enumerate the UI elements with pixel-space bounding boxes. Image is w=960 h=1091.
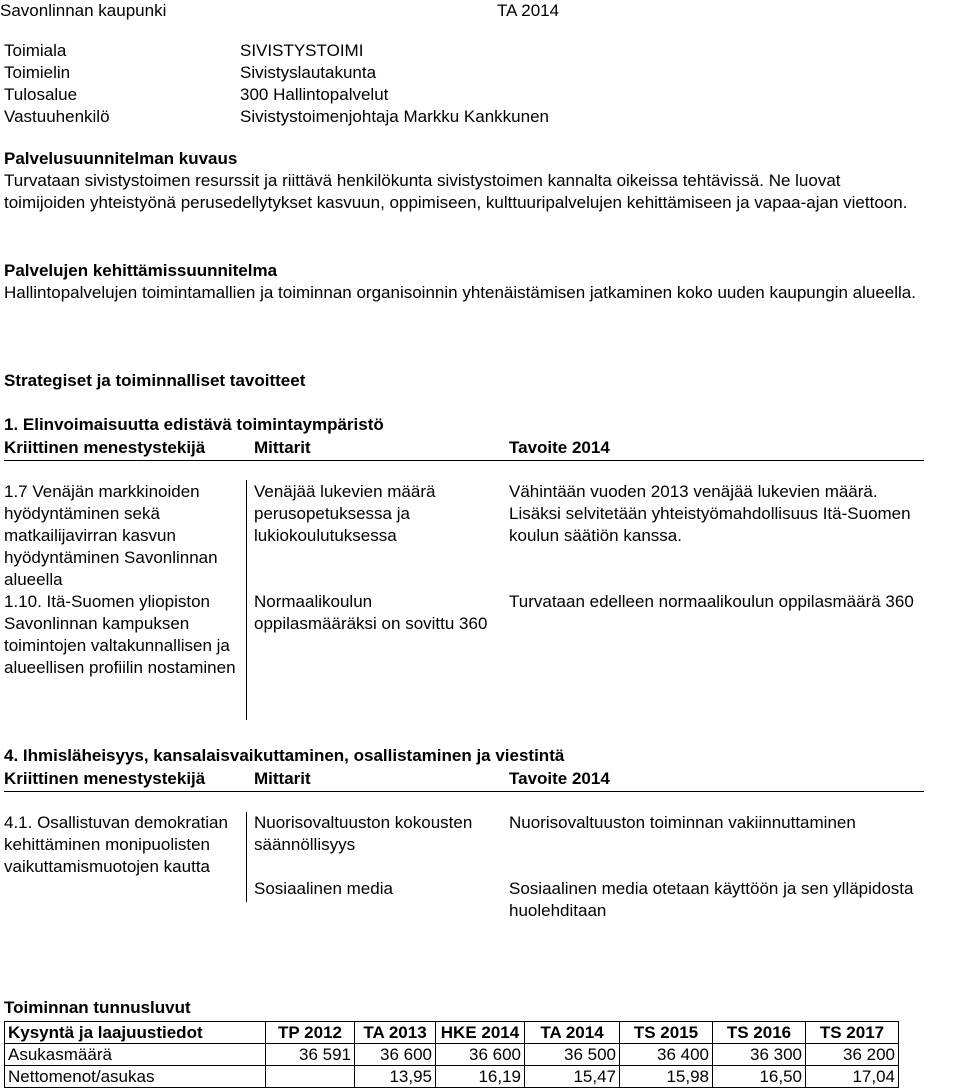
- metric-cell: Sosiaalinen media: [254, 879, 393, 898]
- column-divider: [246, 812, 247, 902]
- metric-cell: Venäjää lukevien määrä perusopetuksessa ja lukiokoulutuksessa: [254, 482, 436, 545]
- header-cell: TP 2012: [266, 1022, 355, 1044]
- critical-factor-cell: 4.1. Osallistuvan demokratian kehittäminen monipuolisten vaikuttamismuotojen kautta: [4, 813, 228, 876]
- info-key: Toimiala: [4, 41, 67, 60]
- target-cell: Sosiaalinen media otetaan käyttöön ja sen ylläpidosta huolehditaan: [509, 879, 914, 920]
- critical-factor-cell: 1.7 Venäjän markkinoiden hyödyntäminen sekä matkailijavirran kasvun hyödyntäminen Savonlinnan alueella: [4, 482, 218, 589]
- page-header: [0, 0, 960, 22]
- organization-name: Savonlinnan kaupunki: [0, 1, 167, 20]
- header-cell: Kysyntä ja laajuustiedot: [5, 1022, 266, 1044]
- column-header-critical-factor: Kriittinen menestystekijä: [4, 769, 206, 788]
- column-header-row: [4, 767, 924, 792]
- goal-title: 1. Elinvoimaisuutta edistävä toimintaympäristö: [4, 415, 384, 434]
- key-figures-table: [4, 1021, 899, 1088]
- section-heading: Strategiset ja toiminnalliset tavoitteet: [4, 371, 306, 390]
- section-heading: Palvelusuunnitelman kuvaus: [4, 149, 238, 168]
- service-description: [4, 148, 920, 214]
- row-label: Asukasmäärä: [5, 1044, 266, 1066]
- column-header-critical-factor: Kriittinen menestystekijä: [4, 438, 206, 457]
- value-cell: 36 300: [713, 1044, 806, 1066]
- table-row: [5, 1066, 899, 1088]
- value-cell: 36 400: [620, 1044, 713, 1066]
- goal-1-section: [4, 414, 924, 723]
- value-cell: 17,04: [806, 1066, 899, 1088]
- row-label: Nettomenot/asukas: [5, 1066, 266, 1088]
- budget-year: TA 2014: [497, 1, 560, 20]
- header-cell: TA 2013: [355, 1022, 436, 1044]
- table-row: [4, 591, 924, 723]
- info-value: Sivistystoimenjohtaja Markku Kankkunen: [240, 107, 549, 126]
- target-cell: Turvataan edelleen normaalikoulun oppilasmäärä 360: [509, 592, 914, 611]
- strategic-heading: [4, 370, 920, 392]
- header-cell: TS 2016: [713, 1022, 806, 1044]
- info-value: 300 Hallintopalvelut: [240, 85, 389, 104]
- development-plan: [4, 260, 920, 304]
- header-cell: TS 2015: [620, 1022, 713, 1044]
- table-row: [4, 812, 924, 922]
- column-header-target: Tavoite 2014: [509, 769, 610, 788]
- table-row: [5, 1044, 899, 1066]
- value-cell: 15,98: [620, 1066, 713, 1088]
- info-key: Vastuuhenkilö: [4, 107, 110, 126]
- value-cell: 36 600: [436, 1044, 525, 1066]
- target-cell: Vähintään vuoden 2013 venäjää lukevien määrä. Lisäksi selvitetään yhteistyömahdollisuus Itä-Suomen koulun säätiön kanssa.: [509, 482, 911, 545]
- column-header-metrics: Mittarit: [254, 769, 311, 788]
- column-divider: [246, 480, 247, 720]
- column-header-target: Tavoite 2014: [509, 438, 610, 457]
- info-key: Tulosalue: [4, 85, 78, 104]
- value-cell: 16,50: [713, 1066, 806, 1088]
- column-header-metrics: Mittarit: [254, 438, 311, 457]
- section-text: Hallintopalvelujen toimintamallien ja toiminnan organisoinnin yhtenäistämisen jatkaminen koko uuden kaupungin alueella.: [4, 283, 916, 302]
- target-cell: Nuorisovaltuuston toiminnan vakiinnuttaminen: [509, 813, 856, 832]
- value-cell: 15,47: [525, 1066, 620, 1088]
- header-cell: TA 2014: [525, 1022, 620, 1044]
- value-cell: 16,19: [436, 1066, 525, 1088]
- table-header-row: [5, 1022, 899, 1044]
- key-figures-heading-block: [4, 997, 920, 1019]
- value-cell: 13,95: [355, 1066, 436, 1088]
- goal-4-section: [4, 745, 924, 922]
- section-heading: Palvelujen kehittämissuunnitelma: [4, 261, 278, 280]
- metric-cell: Nuorisovaltuuston kokousten säännöllisyys: [254, 813, 473, 854]
- info-value: SIVISTYSTOIMI: [240, 41, 364, 60]
- info-key: Toimielin: [4, 63, 71, 82]
- section-text: Turvataan sivistystoimen resurssit ja riittävä henkilökunta sivistystoimen kannalta oikeissa tehtävissä. Ne luovat toimijoiden yhteistyönä perusedellytykset kasvuun, oppimiseen, kulttuuripalvelujen kehittämiseen ja vapaa-ajan viettoon.: [4, 171, 908, 212]
- value-cell: 36 500: [525, 1044, 620, 1066]
- metric-cell: Normaalikoulun oppilasmääräksi on sovittu 360: [254, 592, 488, 633]
- section-heading: Toiminnan tunnusluvut: [4, 998, 191, 1017]
- header-cell: HKE 2014: [436, 1022, 525, 1044]
- critical-factor-cell: 1.10. Itä-Suomen yliopiston Savonlinnan kampuksen toimintojen valtakunnallisen ja alueellisen profiilin nostaminen: [4, 592, 236, 677]
- value-cell: [266, 1066, 355, 1088]
- value-cell: 36 200: [806, 1044, 899, 1066]
- goal-title: 4. Ihmisläheisyys, kansalaisvaikuttaminen, osallistaminen ja viestintä: [4, 746, 565, 765]
- value-cell: 36 591: [266, 1044, 355, 1066]
- value-cell: 36 600: [355, 1044, 436, 1066]
- table-row: [4, 481, 924, 591]
- header-cell: TS 2017: [806, 1022, 899, 1044]
- column-header-row: [4, 436, 924, 461]
- info-value: Sivistyslautakunta: [240, 63, 377, 82]
